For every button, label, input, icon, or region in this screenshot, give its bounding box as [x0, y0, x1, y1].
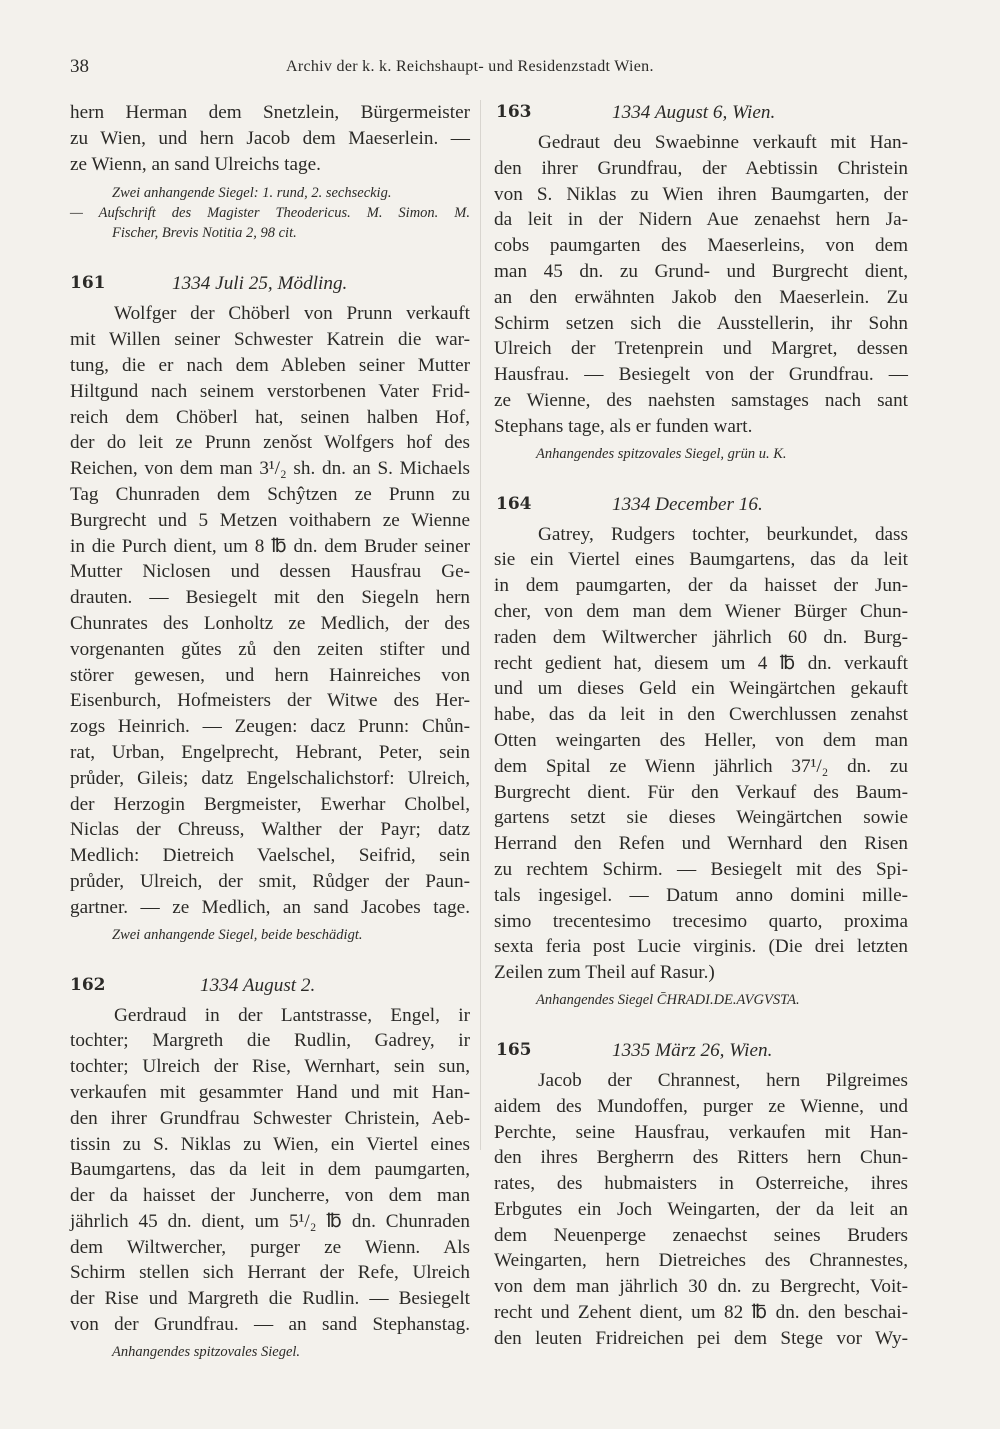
text-line: Stephans tage, als er funden wart.: [494, 415, 753, 437]
text-line: zu Wien, und hern Jacob dem Maeserlein. —: [70, 127, 470, 149]
text-line: und um dieses Geld ein Weingärtchen gekauft: [494, 678, 908, 700]
text-line: Gatrey, Rudgers tochter, beurkundet, dass: [538, 523, 908, 545]
entry-date: 1334 Juli 25, Mödling.: [172, 273, 348, 295]
text-line: reich dem Chöberl hat, seinen halben Hof,: [70, 406, 470, 428]
text-line: den leuten Fridreichen pei dem Stege vor Wy-: [494, 1327, 908, 1349]
text-line: průder, Ulreich, der smit, Růdger der Paun-: [70, 870, 470, 892]
text-line: der Herzogin Bergmeister, Ewerhar Cholbel,: [70, 793, 470, 815]
entry-164: [494, 492, 908, 1010]
text-line: průder, Gileis; datz Engelschalichstorf: Ulreich,: [70, 767, 470, 789]
text-line: zu rechtem Schirm. — Besiegelt mit des Spi-: [494, 858, 908, 880]
text-line: mit Willen seiner Schwester Katrein die war-: [70, 329, 470, 351]
text-line: ze Wienne, des naehsten samstages nach sant: [494, 389, 908, 411]
text-line: rat, Urban, Engelprecht, Hebrant, Peter, sein: [70, 741, 470, 763]
text-line: vorgenanten gǔtes zů den zeiten stifter und: [70, 638, 470, 660]
text-line: dem Neuenperge zenaechst seines Bruders: [494, 1224, 908, 1246]
text-line: der da haisset der Juncherre, von dem man: [70, 1185, 470, 1207]
text-line: Schirm setzen sich die Ausstellerin, ihr Sohn: [494, 312, 908, 334]
entry-date: 1335 März 26, Wien.: [612, 1039, 773, 1061]
text-line: da leit in der Nidern Aue zenaehst hern Ja-: [494, 209, 908, 231]
text-line: Eisenburch, Hofmeisters der Witwe des Her-: [70, 690, 470, 712]
entry-date: 1334 August 2.: [200, 974, 316, 996]
text-line: Reichen, von dem man 3¹/₂ sh. dn. an S. Michaels: [70, 458, 470, 480]
text-line: Burgrecht und 5 Metzen voithabern ze Wienne: [70, 509, 470, 531]
seal-note: Zwei anhangende Siegel, beide beschädigt.: [112, 926, 363, 943]
entry-number: 162: [70, 974, 106, 995]
text-line: von S. Niklas zu Wien ihren Baumgarten, der: [494, 183, 908, 205]
text-line: simo trecentesimo trecesimo quarto, proxima: [494, 910, 908, 932]
text-line: an den erwähnten Jakob den Maeserlein. Zu: [494, 286, 908, 308]
entry-date: 1334 August 6, Wien.: [612, 102, 776, 123]
text-line: Perchte, seine Hausfrau, verkaufen mit Han-: [494, 1121, 908, 1143]
entry-heading: [70, 973, 470, 1003]
entry-number: 163: [496, 102, 532, 122]
page-header: [70, 56, 930, 80]
text-line: recht gedient hat, diesem um 4 ℔ dn. verkauft: [494, 652, 908, 674]
text-line: Zeilen zum Theil auf Rasur.): [494, 962, 715, 984]
text-line: gartner. — ze Medlich, an sand Jacobes tage.: [70, 896, 470, 918]
text-line: gartens setzt sie dieses Weingärtchen sowie: [494, 807, 908, 829]
entry-161: [70, 271, 470, 944]
text-line: tochter; Margreth die Rudlin, Gadrey, ir: [70, 1030, 470, 1052]
entry-heading: [494, 1038, 908, 1068]
text-line: tung, die er nach dem Ableben seiner Mutter: [70, 354, 470, 376]
text-line: jährlich 45 dn. dient, um 5¹/₂ ℔ dn. Chunraden: [70, 1210, 470, 1232]
left-column: [70, 100, 470, 1362]
entry-165: [494, 1038, 908, 1352]
text-line: Medlich: Dietreich Vaelschel, Seifrid, sein: [70, 845, 470, 867]
entry-163: [494, 100, 908, 464]
entry-number: 161: [70, 273, 106, 294]
seal-note: Anhangendes spitzovales Siegel.: [112, 1343, 301, 1360]
text-line: tochter; Ulreich der Rise, Wernhart, sein sun,: [70, 1056, 470, 1078]
text-line: aidem des Mundoffen, purger ze Wienne, und: [494, 1095, 908, 1117]
text-line: Gedraut deu Swaebinne verkauft mit Han-: [538, 132, 908, 153]
text-line: verkaufen mit gesammter Hand und mit Han-: [70, 1081, 470, 1103]
text-line: Burgrecht dient. Für den Verkauf des Baum-: [494, 781, 908, 803]
text-line: störer gewesen, und hern Hainreiches von: [70, 664, 470, 686]
text-line: Otten weingarten des Heller, von dem man: [494, 729, 908, 751]
text-line: Chunrates des Lonholtz ze Medlich, der des: [70, 612, 470, 634]
running-head: Archiv der k. k. Reichshaupt- und Residenzstadt Wien.: [286, 58, 654, 75]
text-line: Hiltgund nach seinem verstorbenen Vater Frid-: [70, 380, 470, 402]
text-line: Ulreich der Tretenprein und Margret, dessen: [494, 338, 908, 360]
right-column: [494, 100, 908, 1352]
text-line: Niclas der Chreuss, Walther der Payr; datz: [70, 819, 470, 841]
text-line: Mutter Niclosen und dessen Hausfrau Ge-: [70, 561, 470, 583]
text-line: Schirm stellen sich Herrant der Refe, Ulreich: [70, 1262, 470, 1284]
text-line: den ihrer Grundfrau Schwester Christein, Aeb-: [70, 1107, 470, 1129]
text-line: Herrand den Refen und Wernhard den Risen: [494, 833, 908, 855]
seal-note: Anhangendes spitzovales Siegel, grün u. K.: [536, 445, 787, 462]
text-line: rates, des hubmaisters in Osterreiche, ihres: [494, 1173, 908, 1195]
text-line: in dem paumgarten, der da haisset der Jun-: [494, 575, 908, 597]
text-line: dem Spital ze Wienn jährlich 37¹/₂ dn. zu: [494, 755, 908, 777]
text-line: drauten. — Besiegelt mit den Siegeln hern: [70, 587, 470, 609]
text-line: cher, von dem man dem Wiener Bürger Chun-: [494, 600, 908, 622]
text-line: dem Wiltwercher, purger ze Wienn. Als: [70, 1236, 470, 1258]
seal-note: Fischer, Brevis Notitia 2, 98 cit.: [112, 225, 297, 242]
entry-heading: [70, 271, 470, 301]
text-line: sexta feria post Lucie virginis. (Die drei letzten: [494, 936, 908, 958]
text-line: der Rise und Margreth die Rudlin. — Besiegelt: [70, 1288, 470, 1310]
text-line: cobs paumgarten des Maeserleins, von dem: [494, 235, 908, 257]
text-line: den ihres Bergherrn des Ritters hern Chun-: [494, 1147, 908, 1169]
text-line: Erbgutes ein Joch Weingarten, der da leit an: [494, 1198, 908, 1220]
text-line: tissin zu S. Niklas zu Wien, ein Viertel eines: [70, 1133, 470, 1155]
entry-number: 165: [496, 1039, 532, 1060]
page-number: 38: [70, 56, 89, 77]
entry-heading: [494, 100, 908, 130]
text-line: von dem man jährlich 30 dn. zu Bergrecht, Voit-: [494, 1276, 908, 1298]
column-divider: [480, 100, 481, 1150]
text-line: von der Grundfrau. — an sand Stephanstag.: [70, 1314, 470, 1336]
text-line: Weingarten, hern Dietreiches des Chrannestes,: [494, 1250, 908, 1272]
text-line: Wolfger der Chöberl von Prunn verkauft: [114, 303, 470, 325]
entry-heading: [494, 492, 908, 522]
seal-note: Anhangendes Siegel C̄HRADI.DE.AVGVSTA.: [536, 991, 800, 1008]
text-line: man 45 dn. zu Grund- und Burgrecht dient,: [494, 260, 908, 282]
text-line: Tag Chunraden dem Schŷtzen ze Prunn zu: [70, 483, 470, 505]
entry-date: 1334 December 16.: [612, 493, 763, 515]
text-line: Jacob der Chrannest, hern Pilgreimes: [538, 1069, 908, 1091]
text-line: habe, das da leit in den Cwerchlussen zenahst: [494, 704, 908, 726]
text-line: in die Purch dient, um 8 ℔ dn. dem Bruder seiner: [70, 535, 470, 557]
entry-number: 164: [496, 493, 532, 514]
text-line: Hausfrau. — Besiegelt von der Grundfrau. —: [494, 364, 908, 386]
text-line: recht und Zehent dient, um 82 ℔ dn. den beschai-: [494, 1302, 908, 1324]
seal-note: Zwei anhangende Siegel: 1. rund, 2. sechseckig.: [112, 185, 392, 202]
entry-162: [70, 973, 470, 1362]
text-line: hern Herman dem Snetzlein, Bürgermeister: [70, 102, 470, 123]
text-line: sie ein Viertel eines Baumgartens, das da leit: [494, 549, 908, 571]
text-line: Gerdraud in der Lantstrasse, Engel, ir: [114, 1004, 470, 1026]
text-line: tals ingesigel. — Datum anno domini mille-: [494, 884, 908, 906]
seal-note: — Aufschrift des Magister Theodericus. M. Simon. M.: [70, 205, 470, 222]
text-line: der do leit ze Prunn zenǒst Wolfgers hof des: [70, 432, 470, 454]
continued-entry: [70, 100, 470, 243]
text-line: ze Wienn, an sand Ulreichs tage.: [70, 153, 321, 175]
text-line: zogs Heinrich. — Zeugen: dacz Prunn: Chůn-: [70, 716, 470, 738]
text-line: Baumgartens, das da leit in dem paumgarten,: [70, 1159, 470, 1181]
text-line: raden dem Wiltwercher jährlich 60 dn. Burg-: [494, 626, 908, 648]
text-line: den ihrer Grundfrau, der Aebtissin Christein: [494, 157, 908, 179]
